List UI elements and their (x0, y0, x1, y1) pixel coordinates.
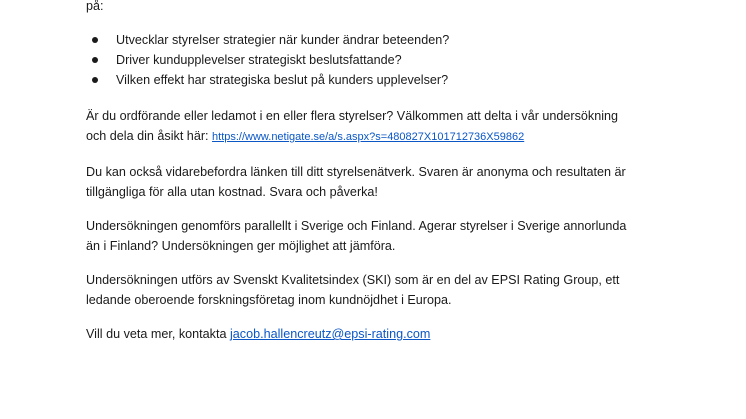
intro-tail-text: på: (86, 0, 104, 13)
list-item-text: Vilken effekt har strategiska beslut på kunders upplevelser? (116, 73, 449, 87)
list-item (90, 70, 449, 90)
paragraph-line: tillgängliga för alla utan kostnad. Svara och påverka! (86, 185, 378, 199)
survey-link[interactable]: https://www.netigate.se/a/s.aspx?s=480827X101712736X59862 (212, 131, 525, 143)
paragraph-line: ledande oberoende forskningsföretag inom kundnöjdhet i Europa. (86, 293, 452, 307)
list-item-text: Driver kundupplevelser strategiskt beslutsfattande? (116, 53, 402, 67)
paragraph-line: än i Finland? Undersökningen ger möjlighet att jämföra. (86, 239, 396, 253)
link-prefix-text: och dela din åsikt här: (86, 129, 213, 143)
organizer-paragraph (86, 270, 686, 310)
bullet-icon (92, 37, 98, 43)
bullet-icon (92, 57, 98, 63)
bullet-icon (92, 77, 98, 83)
parallel-survey-paragraph (86, 216, 686, 256)
paragraph-line: Är du ordförande eller ledamot i en eller flera styrelser? Välkommen att delta i vår undersökning (86, 109, 619, 123)
paragraph-line (86, 126, 686, 147)
list-item (90, 30, 449, 50)
paragraph-line: Undersökningen genomförs parallellt i Sverige och Finland. Agerar styrelser i Sverige annorlunda (86, 219, 627, 233)
paragraph-line: Du kan också vidarebefordra länken till ditt styrelsenätverk. Svaren är anonyma och resultaten är (86, 165, 626, 179)
paragraph-line: Undersökningen utförs av Svenskt Kvalitetsindex (SKI) som är en del av EPSI Rating Group, ett (86, 273, 620, 287)
invitation-paragraph (86, 106, 686, 147)
contact-paragraph (86, 324, 686, 344)
contact-prefix-text: Vill du veta mer, kontakta (86, 327, 230, 341)
question-list (90, 30, 449, 90)
list-item (90, 50, 449, 70)
contact-email-link[interactable]: jacob.hallencreutz@epsi-rating.com (229, 327, 431, 341)
list-item-text: Utvecklar styrelser strategier när kunder ändrar beteenden? (116, 33, 450, 47)
forward-paragraph (86, 162, 686, 202)
